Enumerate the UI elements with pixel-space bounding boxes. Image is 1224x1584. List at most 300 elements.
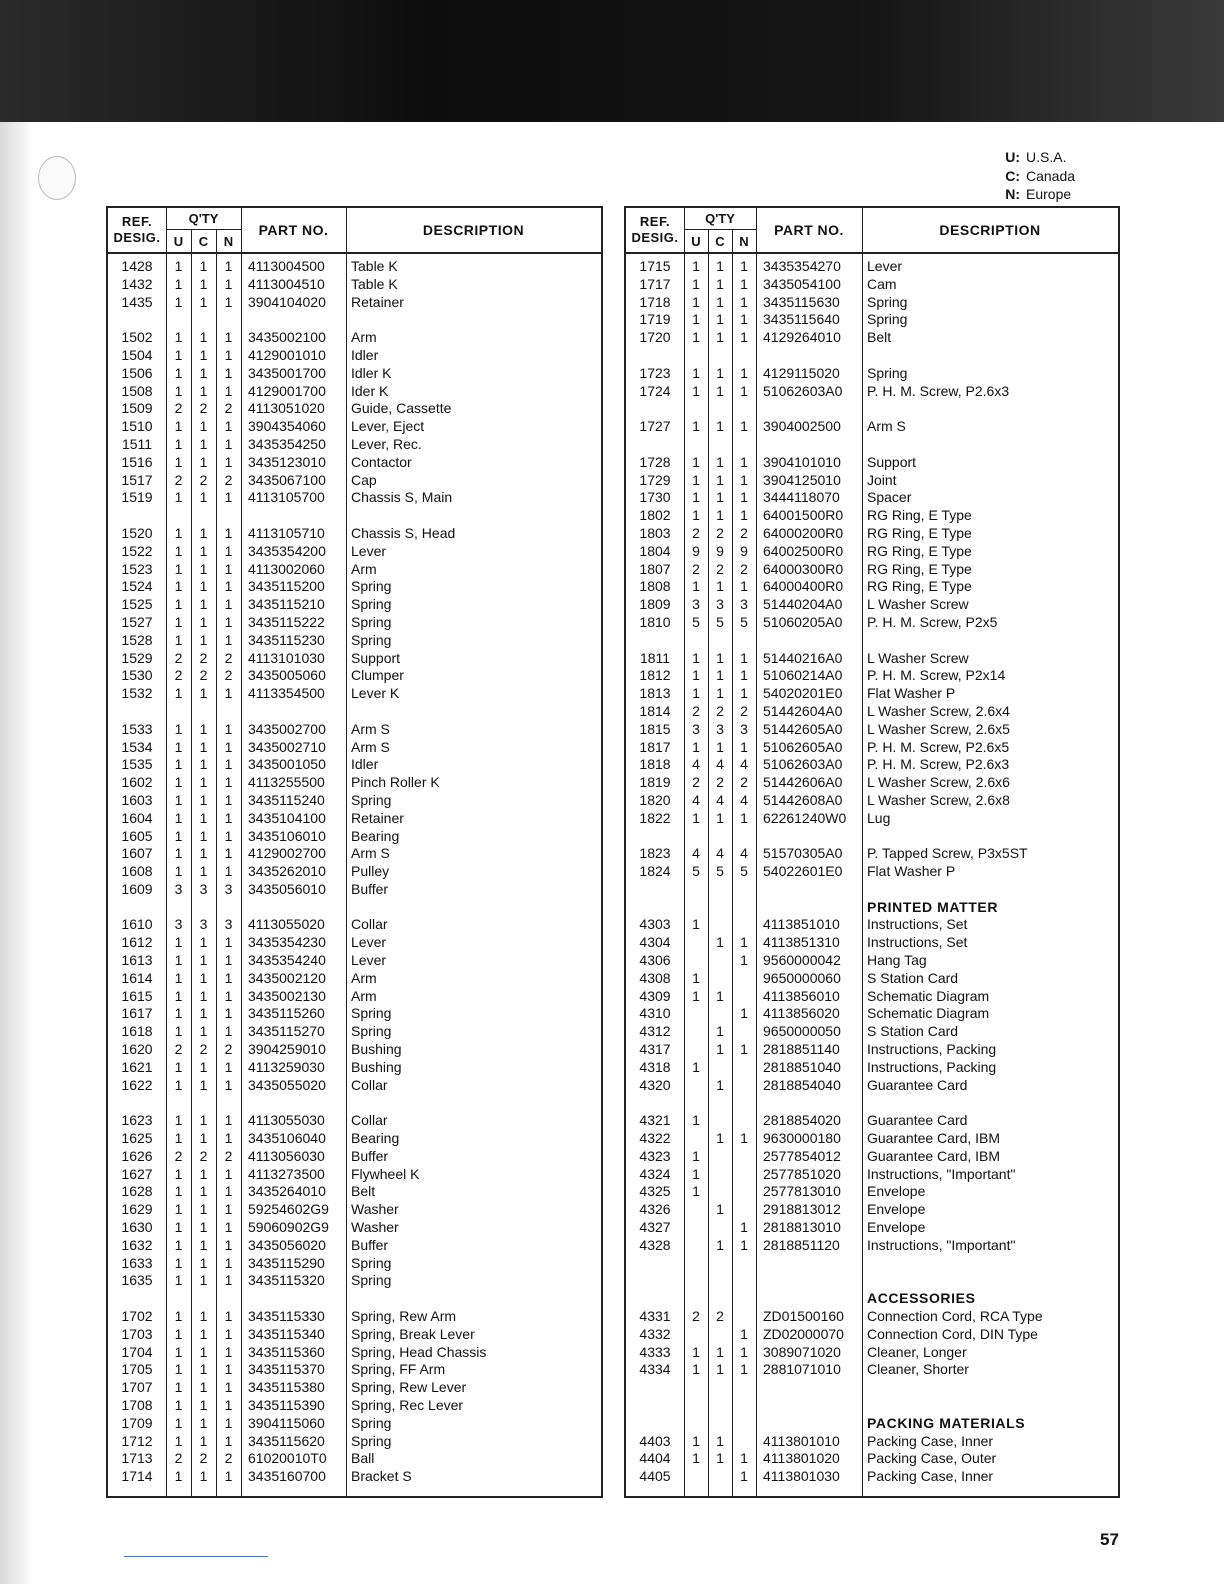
cell-qty-u: 1 (692, 382, 700, 399)
cell-qty-c: 1 (199, 1414, 208, 1431)
cell-qty-c: 1 (199, 845, 208, 862)
legend-item-europe: N: Europe (1005, 186, 1072, 202)
table-row (108, 774, 601, 792)
cell-part: 3435115240 (248, 791, 325, 808)
table-row (626, 685, 1118, 703)
cell-desc: Connection Cord, RCA Type (867, 1308, 1043, 1325)
cell-part: 4113055030 (248, 1112, 325, 1129)
cell-qty-c: 1 (716, 738, 724, 755)
cell-part: 3904115060 (248, 1414, 325, 1431)
cell-desc: Instructions, Set (867, 934, 968, 951)
cell-part: 3435115330 (248, 1308, 325, 1325)
cell-part: 4113004510 (248, 275, 325, 292)
cell-part: 3435115290 (248, 1254, 325, 1271)
cell-part: 3089071020 (763, 1343, 841, 1360)
cell-ref: 1523 (121, 560, 153, 577)
qty-header: Q'TY (166, 208, 241, 230)
table-row (108, 365, 601, 383)
cell-desc: Retainer (351, 809, 404, 826)
cell-qty-n: 1 (224, 720, 233, 737)
cell-qty-u: 1 (174, 1058, 183, 1075)
table-row (626, 276, 1118, 294)
table-row (108, 1255, 601, 1273)
cell-ref: 1803 (639, 524, 671, 541)
qty-header: Q'TY (684, 208, 756, 230)
cell-ref: 4328 (639, 1236, 671, 1253)
cell-qty-n: 2 (740, 560, 748, 577)
cell-desc: Spring (351, 1414, 392, 1431)
cell-qty-c: 5 (716, 863, 724, 880)
cell-qty-u: 1 (174, 1272, 183, 1289)
table-row (626, 1166, 1118, 1184)
cell-desc: Bearing (351, 827, 400, 844)
cell-part: 3435115620 (248, 1432, 325, 1449)
cell-desc: L Washer Screw (867, 649, 969, 666)
table-row (626, 614, 1118, 632)
cell-desc: Lever (867, 258, 903, 274)
cell-qty-n: 4 (740, 791, 748, 808)
cell-qty-n: 1 (740, 685, 748, 702)
cell-qty-c: 1 (199, 293, 208, 310)
cell-qty-u: 1 (692, 1112, 700, 1129)
cell-desc: RG Ring, E Type (867, 578, 972, 595)
cell-ref: 1812 (639, 667, 671, 684)
cell-qty-u: 2 (692, 774, 700, 791)
spacer-row (108, 899, 601, 917)
cell-desc: Spring (351, 631, 392, 648)
cell-part: 3435115640 (763, 311, 840, 328)
cell-part: 2818813010 (763, 1219, 841, 1236)
cell-ref: 1621 (121, 1058, 153, 1075)
cell-qty-n: 1 (224, 1468, 233, 1485)
cell-desc: Flat Washer P (867, 863, 956, 880)
table-row (626, 792, 1118, 810)
cell-desc: Joint (867, 471, 897, 488)
cell-qty-c: 2 (199, 400, 208, 417)
cell-desc: Hang Tag (867, 952, 927, 969)
cell-qty-c: 1 (199, 489, 208, 506)
region-legend (1000, 148, 1120, 204)
spacer-row (626, 1255, 1118, 1273)
cell-ref: 1717 (639, 275, 671, 292)
cell-ref: 1627 (121, 1165, 153, 1182)
cell-qty-n: 1 (740, 809, 748, 826)
cell-qty-u: 1 (174, 720, 183, 737)
cell-qty-c: 2 (716, 774, 724, 791)
cell-desc: Idler (351, 346, 379, 363)
spacer-row (626, 632, 1118, 650)
table-row (626, 596, 1118, 614)
table-row (108, 258, 601, 276)
cell-desc: Guide, Cassette (351, 400, 452, 417)
cell-qty-n: 1 (224, 418, 233, 435)
cell-qty-n: 1 (740, 382, 748, 399)
cell-qty-c: 1 (199, 1165, 208, 1182)
cell-qty-n: 1 (224, 827, 233, 844)
cell-qty-u: 1 (174, 364, 183, 381)
cell-ref: 1435 (121, 293, 153, 310)
cell-ref: 1617 (121, 1005, 153, 1022)
cell-desc: L Washer Screw, 2.6x6 (867, 774, 1010, 791)
cell-qty-u: 1 (692, 809, 700, 826)
cell-part: 3435067100 (248, 471, 326, 488)
cell-qty-c: 1 (199, 969, 208, 986)
cell-desc: Support (867, 453, 917, 470)
cell-qty-c: 1 (199, 578, 208, 595)
cell-qty-u: 1 (692, 916, 700, 933)
cell-qty-u: 1 (692, 1432, 700, 1449)
cell-part: 51062603A0 (763, 756, 843, 773)
table-body (108, 254, 601, 1496)
cell-qty-c: 1 (716, 1343, 724, 1360)
cell-qty-c: 1 (716, 1041, 724, 1058)
cell-desc: RG Ring, E Type (867, 524, 972, 541)
cell-desc: RG Ring, E Type (867, 560, 972, 577)
cell-ref: 1707 (121, 1379, 153, 1396)
table-row (108, 489, 601, 507)
cell-qty-u: 1 (692, 364, 700, 381)
cell-desc: Buffer (351, 1236, 389, 1253)
cell-qty-c: 2 (716, 702, 724, 719)
cell-desc: Arm (351, 969, 377, 986)
cell-qty-c: 1 (199, 275, 208, 292)
cell-qty-c: 1 (199, 1325, 208, 1342)
cell-part: 51062605A0 (763, 738, 843, 755)
cell-desc: Spring (351, 1432, 392, 1449)
cell-desc: Bushing (351, 1041, 402, 1058)
cell-desc: P. H. M. Screw, P2x14 (867, 667, 1006, 684)
cell-ref: 4325 (639, 1183, 671, 1200)
cell-qty-n: 1 (224, 293, 233, 310)
cell-qty-u: 1 (174, 1343, 183, 1360)
cell-qty-c: 1 (199, 952, 208, 969)
cell-ref: 1516 (121, 453, 153, 470)
table-row (108, 1041, 601, 1059)
table-row (626, 311, 1118, 329)
cell-qty-u: 1 (174, 489, 183, 506)
cell-part: 59254602G9 (248, 1201, 329, 1218)
cell-part: 4113002060 (248, 560, 325, 577)
table-row (626, 1112, 1118, 1130)
cell-desc: Spring (351, 578, 392, 595)
cell-desc: Chassis S, Main (351, 489, 453, 506)
cell-qty-n: 1 (740, 1005, 748, 1022)
cell-qty-c: 1 (716, 293, 724, 310)
cell-part: 2577854012 (763, 1147, 841, 1164)
table-row (108, 561, 601, 579)
cell-desc: Ider K (351, 382, 389, 399)
cell-qty-c: 3 (716, 720, 724, 737)
cell-ref: 1714 (121, 1468, 153, 1485)
cell-qty-u: 2 (174, 400, 183, 417)
cell-qty-n: 1 (224, 1023, 233, 1040)
table-row (108, 828, 601, 846)
cell-part: 4113101030 (248, 649, 325, 666)
cell-qty-u: 1 (174, 1130, 183, 1147)
cell-part: 4129264010 (763, 329, 841, 346)
cell-ref: 1810 (639, 613, 671, 630)
cell-qty-n: 1 (740, 1468, 748, 1485)
cell-part: 64002500R0 (763, 542, 844, 559)
cell-qty-u: 1 (692, 1361, 700, 1378)
cell-qty-u: 1 (692, 1343, 700, 1360)
cell-ref: 4326 (639, 1201, 671, 1218)
cell-qty-u: 3 (692, 596, 700, 613)
cell-desc: Guarantee Card (867, 1076, 968, 1093)
cell-qty-u: 1 (174, 685, 183, 702)
table-row (108, 1059, 601, 1077)
cell-qty-u: 1 (692, 649, 700, 666)
cell-qty-n: 5 (740, 613, 748, 630)
cell-part: 64000200R0 (763, 524, 844, 541)
cell-qty-c: 1 (199, 774, 208, 791)
cell-qty-c: 4 (716, 845, 724, 862)
cell-qty-n: 1 (224, 738, 233, 755)
cell-part: 3435002100 (248, 329, 326, 346)
cell-qty-c: 1 (716, 418, 724, 435)
cell-ref: 1510 (121, 418, 153, 435)
cell-desc: S Station Card (867, 1023, 959, 1040)
cell-qty-u: 1 (174, 1379, 183, 1396)
cell-desc: Envelope (867, 1183, 926, 1200)
cell-qty-c: 1 (716, 311, 724, 328)
cell-qty-c: 1 (199, 418, 208, 435)
cell-qty-n: 1 (224, 275, 233, 292)
table-row (108, 1112, 601, 1130)
cell-qty-c: 4 (716, 756, 724, 773)
cell-qty-u: 1 (174, 524, 183, 541)
spacer-row (108, 703, 601, 721)
cell-desc: Cleaner, Longer (867, 1343, 967, 1360)
cell-qty-c: 1 (199, 827, 208, 844)
cell-part: 2818854020 (763, 1112, 841, 1129)
cell-ref: 1809 (639, 596, 671, 613)
table-row (626, 1450, 1118, 1468)
cell-ref: 1626 (121, 1147, 153, 1164)
table-row (108, 1272, 601, 1290)
table-row (626, 525, 1118, 543)
spacer-row (626, 1379, 1118, 1397)
cell-qty-n: 1 (224, 685, 233, 702)
cell-ref: 1625 (121, 1130, 153, 1147)
cell-qty-n: 1 (224, 952, 233, 969)
cell-qty-u: 1 (692, 1450, 700, 1467)
cell-desc: Envelope (867, 1201, 926, 1218)
cell-desc: Lever (351, 952, 387, 969)
cell-ref: 1708 (121, 1397, 153, 1413)
table-row (626, 1201, 1118, 1219)
cell-desc: Bushing (351, 1058, 402, 1075)
cell-part: 4113105710 (248, 524, 325, 541)
page-number: 57 (1100, 1530, 1119, 1549)
table-row (626, 1023, 1118, 1041)
table-row (626, 1148, 1118, 1166)
cell-part: 3435104100 (248, 809, 326, 826)
cell-part: 4113851010 (763, 916, 840, 933)
cell-desc: Arm (351, 329, 377, 346)
cell-desc: Instructions, Packing (867, 1058, 997, 1075)
cell-ref: 1613 (121, 952, 153, 969)
table-row (108, 614, 601, 632)
cell-qty-n: 1 (740, 578, 748, 595)
cell-ref: 1824 (639, 863, 671, 880)
cell-desc: Guarantee Card, IBM (867, 1130, 1001, 1147)
cell-part: 2881071010 (763, 1361, 841, 1378)
cell-part: 4129115020 (763, 364, 840, 381)
cell-qty-c: 1 (716, 987, 724, 1004)
cell-qty-n: 2 (740, 524, 748, 541)
cell-part: 3904259010 (248, 1041, 326, 1058)
cell-ref: 1817 (639, 738, 671, 755)
cell-qty-n: 3 (740, 720, 748, 737)
cell-qty-u: 3 (174, 916, 183, 933)
cell-ref: 4322 (639, 1130, 671, 1147)
cell-desc: Retainer (351, 293, 404, 310)
cell-part: 59060902G9 (248, 1219, 329, 1236)
cell-ref: 1608 (121, 863, 153, 880)
cell-part: 51570305A0 (763, 845, 843, 862)
cell-ref: 1820 (639, 791, 671, 808)
section-heading-row (626, 1290, 1118, 1308)
cell-part: 51440204A0 (763, 596, 843, 613)
cell-desc: Packing Case, Outer (867, 1450, 997, 1467)
cell-ref: 1723 (639, 364, 671, 381)
section-heading-row (626, 899, 1118, 917)
cell-desc: Spring, Rec Lever (351, 1397, 464, 1413)
cell-qty-u: 1 (174, 845, 183, 862)
cell-part: 4113004500 (248, 258, 325, 274)
cell-part: 3435055020 (248, 1076, 326, 1093)
cell-qty-c: 1 (716, 275, 724, 292)
cell-qty-u: 1 (692, 1147, 700, 1164)
table-row (626, 756, 1118, 774)
divider (216, 230, 217, 252)
cell-qty-c: 1 (199, 329, 208, 346)
cell-qty-u: 1 (174, 453, 183, 470)
cell-qty-u: 1 (174, 1432, 183, 1449)
cell-ref: 4308 (639, 969, 671, 986)
cell-desc: P. H. M. Screw, P2.6x5 (867, 738, 1010, 755)
cell-qty-n: 2 (224, 649, 233, 666)
table-row (108, 1379, 601, 1397)
cell-desc: Spacer (867, 489, 912, 506)
cell-desc: Belt (867, 329, 892, 346)
qty-n-header: N (739, 233, 749, 249)
table-row (108, 454, 601, 472)
table-row (108, 578, 601, 596)
cell-part: 4113856020 (763, 1005, 840, 1022)
cell-qty-c: 1 (716, 809, 724, 826)
spacer-row (626, 881, 1118, 899)
cell-ref: 4306 (639, 952, 671, 969)
cell-desc: Instructions, Set (867, 916, 968, 933)
cell-qty-n: 1 (224, 1130, 233, 1147)
parts-table-left (106, 206, 603, 1498)
cell-ref: 1614 (121, 969, 153, 986)
cell-desc: Belt (351, 1183, 376, 1200)
cell-qty-u: 1 (174, 275, 183, 292)
cell-qty-u: 1 (692, 685, 700, 702)
cell-qty-u: 1 (174, 1308, 183, 1325)
spacer-row (108, 507, 601, 525)
cell-qty-n: 4 (740, 756, 748, 773)
cell-qty-c: 1 (199, 596, 208, 613)
qty-u-header: U (691, 233, 701, 249)
cell-qty-u: 1 (174, 774, 183, 791)
table-row (108, 400, 601, 418)
cell-qty-u: 1 (174, 952, 183, 969)
cell-qty-c: 1 (199, 1058, 208, 1075)
cell-qty-u: 1 (174, 1325, 183, 1342)
table-row (626, 507, 1118, 525)
cell-qty-u: 2 (174, 1041, 183, 1058)
cell-ref: 4317 (639, 1041, 671, 1058)
cell-desc: Ball (351, 1450, 375, 1467)
cell-ref: 4405 (639, 1468, 671, 1485)
cell-qty-n: 2 (224, 1147, 233, 1164)
cell-part: 3435001050 (248, 756, 326, 773)
parts-table-right (624, 206, 1120, 1498)
cell-qty-u: 1 (692, 293, 700, 310)
cell-qty-u: 1 (692, 1058, 700, 1075)
cell-desc: Spring (351, 1254, 392, 1271)
cell-part: 54022601E0 (763, 863, 843, 880)
cell-ref: 1730 (639, 489, 671, 506)
cell-qty-c: 1 (716, 1432, 724, 1449)
cell-qty-n: 1 (740, 507, 748, 524)
cell-qty-u: 1 (174, 987, 183, 1004)
cell-qty-c: 1 (716, 364, 724, 381)
table-row (108, 1148, 601, 1166)
cell-qty-n: 2 (224, 1041, 233, 1058)
cell-qty-n: 1 (224, 435, 233, 452)
cell-desc: Schematic Diagram (867, 987, 990, 1004)
cell-qty-u: 1 (174, 1023, 183, 1040)
table-row (108, 721, 601, 739)
cell-desc: Instructions, "Important" (867, 1236, 1016, 1253)
cell-qty-c: 1 (716, 1450, 724, 1467)
cell-ref: 1718 (639, 293, 671, 310)
cell-ref: 1534 (121, 738, 153, 755)
table-row (626, 1183, 1118, 1201)
cell-qty-u: 2 (174, 667, 183, 684)
cell-qty-c: 9 (716, 542, 724, 559)
cell-desc: P. H. M. Screw, P2x5 (867, 613, 998, 630)
cell-desc: Spring (351, 791, 392, 808)
cell-part: 3435115200 (248, 578, 325, 595)
cell-qty-u: 4 (692, 791, 700, 808)
cell-desc: Spring (867, 311, 908, 328)
cell-qty-n: 1 (224, 845, 233, 862)
cell-part: 3435115210 (248, 596, 325, 613)
spacer-row (108, 1094, 601, 1112)
cell-desc: P. Tapped Screw, P3x5ST (867, 845, 1028, 862)
cell-qty-u: 1 (174, 346, 183, 363)
cell-qty-c: 1 (199, 1219, 208, 1236)
cell-qty-u: 2 (174, 649, 183, 666)
cell-part: 4113259030 (248, 1058, 325, 1075)
table-row (626, 970, 1118, 988)
cell-qty-u: 1 (174, 934, 183, 951)
cell-ref: 1535 (121, 756, 153, 773)
legend-item-canada: C: Canada (1005, 167, 1076, 184)
cell-qty-u: 1 (174, 418, 183, 435)
cell-qty-n: 1 (740, 934, 748, 951)
cell-qty-c: 1 (716, 453, 724, 470)
cell-ref: 1823 (639, 845, 671, 862)
table-row (626, 258, 1118, 276)
cell-qty-n: 1 (224, 934, 233, 951)
